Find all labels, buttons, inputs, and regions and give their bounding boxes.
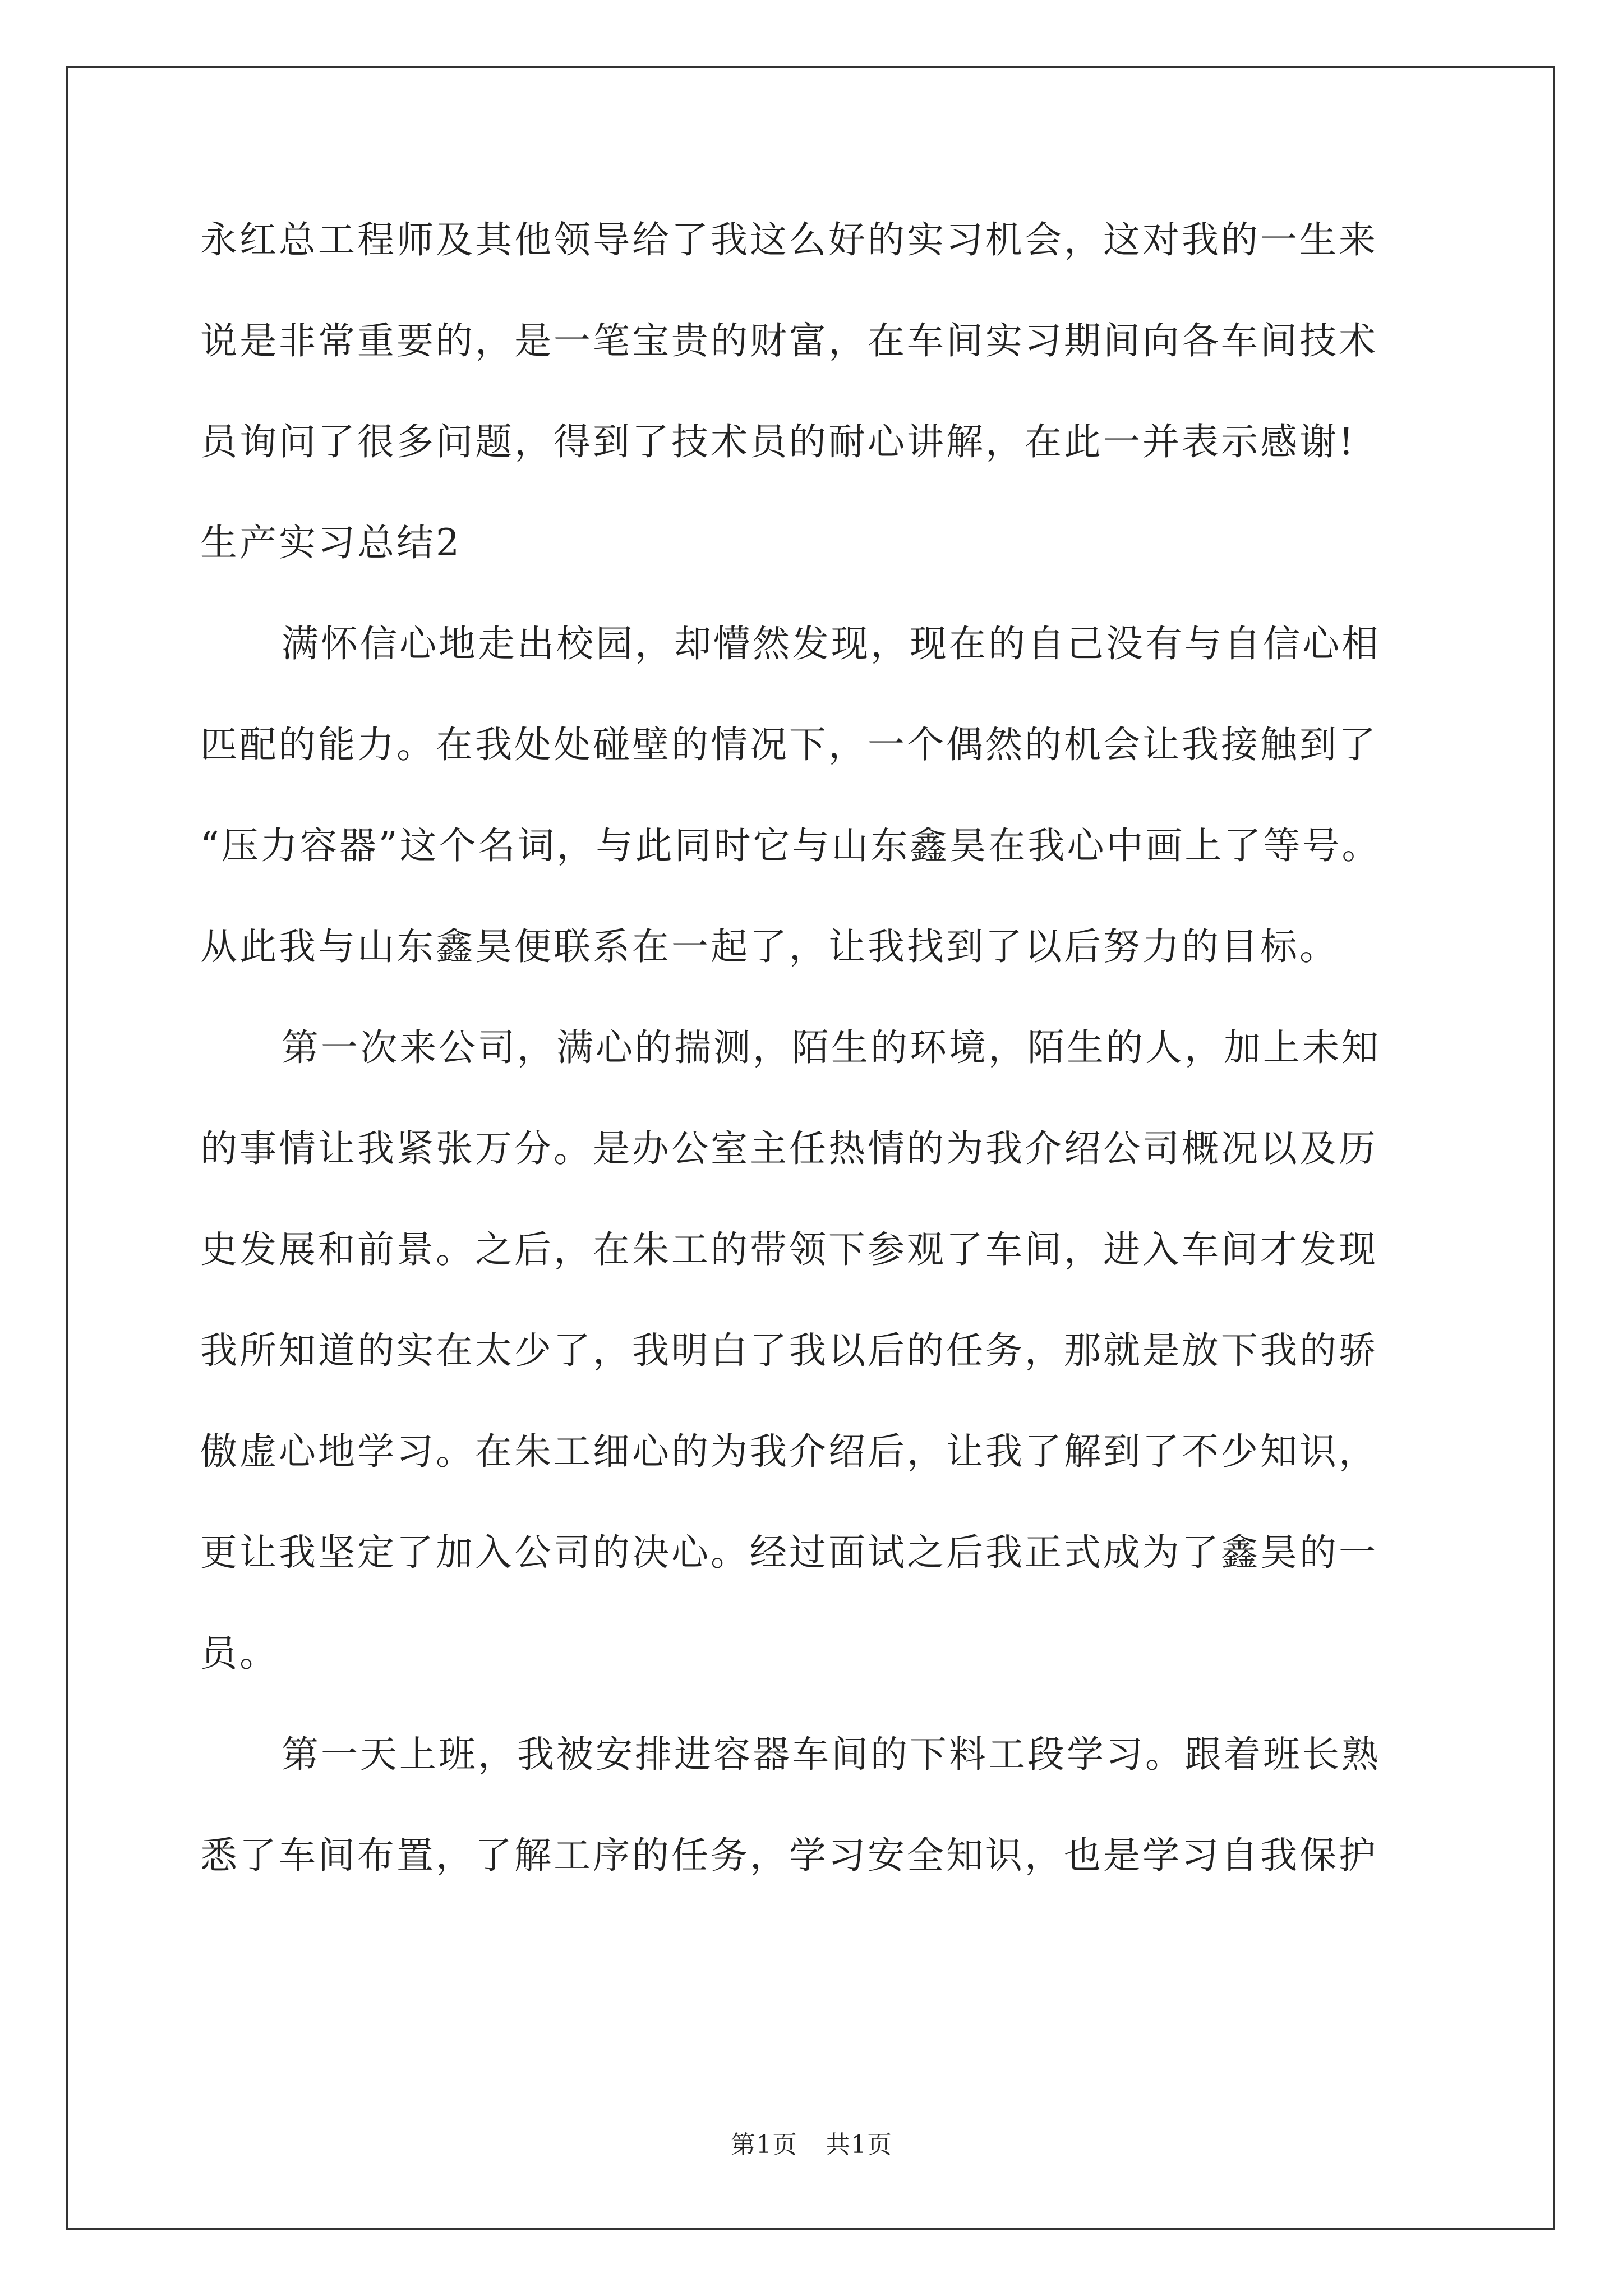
- paragraph-first-line: 第一天上班，我被安排进容器车间的下料工段学习。跟着班长熟: [282, 1733, 1381, 1776]
- text-line: 我所知道的实在太少了，我明白了我以后的任务，那就是放下我的骄: [200, 1329, 1378, 1372]
- text-line: 悉了车间布置，了解工序的任务，学习安全知识，也是学习自我保护: [200, 1834, 1378, 1877]
- text-line: 傲虚心地学习。在朱工细心的为我介绍后，让我了解到了不少知识，: [200, 1430, 1378, 1473]
- paragraph-first-line: 满怀信心地走出校园，却懵然发现，现在的自己没有与自信心相: [282, 622, 1381, 665]
- text-line: 史发展和前景。之后，在朱工的带领下参观了车间，进入车间才发现: [200, 1228, 1378, 1271]
- text-line: 员。: [200, 1632, 279, 1675]
- page-number-total: 共1页: [826, 2131, 892, 2159]
- text-line: 从此我与山东鑫昊便联系在一起了，让我找到了以后努力的目标。: [200, 925, 1339, 968]
- text-line: “压力容器”这个名词，与此同时它与山东鑫昊在我心中画上了等号。: [200, 824, 1381, 867]
- text-line: 永红总工程师及其他领导给了我这么好的实习机会，这对我的一生来: [200, 218, 1378, 261]
- page-footer: [0, 2133, 1623, 2157]
- text-line: 员询问了很多问题，得到了技术员的耐心讲解，在此一并表示感谢!: [200, 420, 1356, 463]
- section-heading: 生产实习总结2: [200, 521, 462, 564]
- text-line: 更让我坚定了加入公司的决心。经过面试之后我正式成为了鑫昊的一: [200, 1531, 1378, 1574]
- paragraph-first-line: 第一次来公司，满心的揣测，陌生的环境，陌生的人，加上未知: [282, 1026, 1381, 1069]
- page-number-current: 第1页: [731, 2131, 797, 2159]
- text-line: 说是非常重要的，是一笔宝贵的财富，在车间实习期间向各车间技术: [200, 319, 1378, 362]
- text-line: 匹配的能力。在我处处碰壁的情况下，一个偶然的机会让我接触到了: [200, 723, 1378, 766]
- document-body: [200, 218, 1434, 1877]
- text-line: 的事情让我紧张万分。是办公室主任热情的为我介绍公司概况以及历: [200, 1127, 1378, 1170]
